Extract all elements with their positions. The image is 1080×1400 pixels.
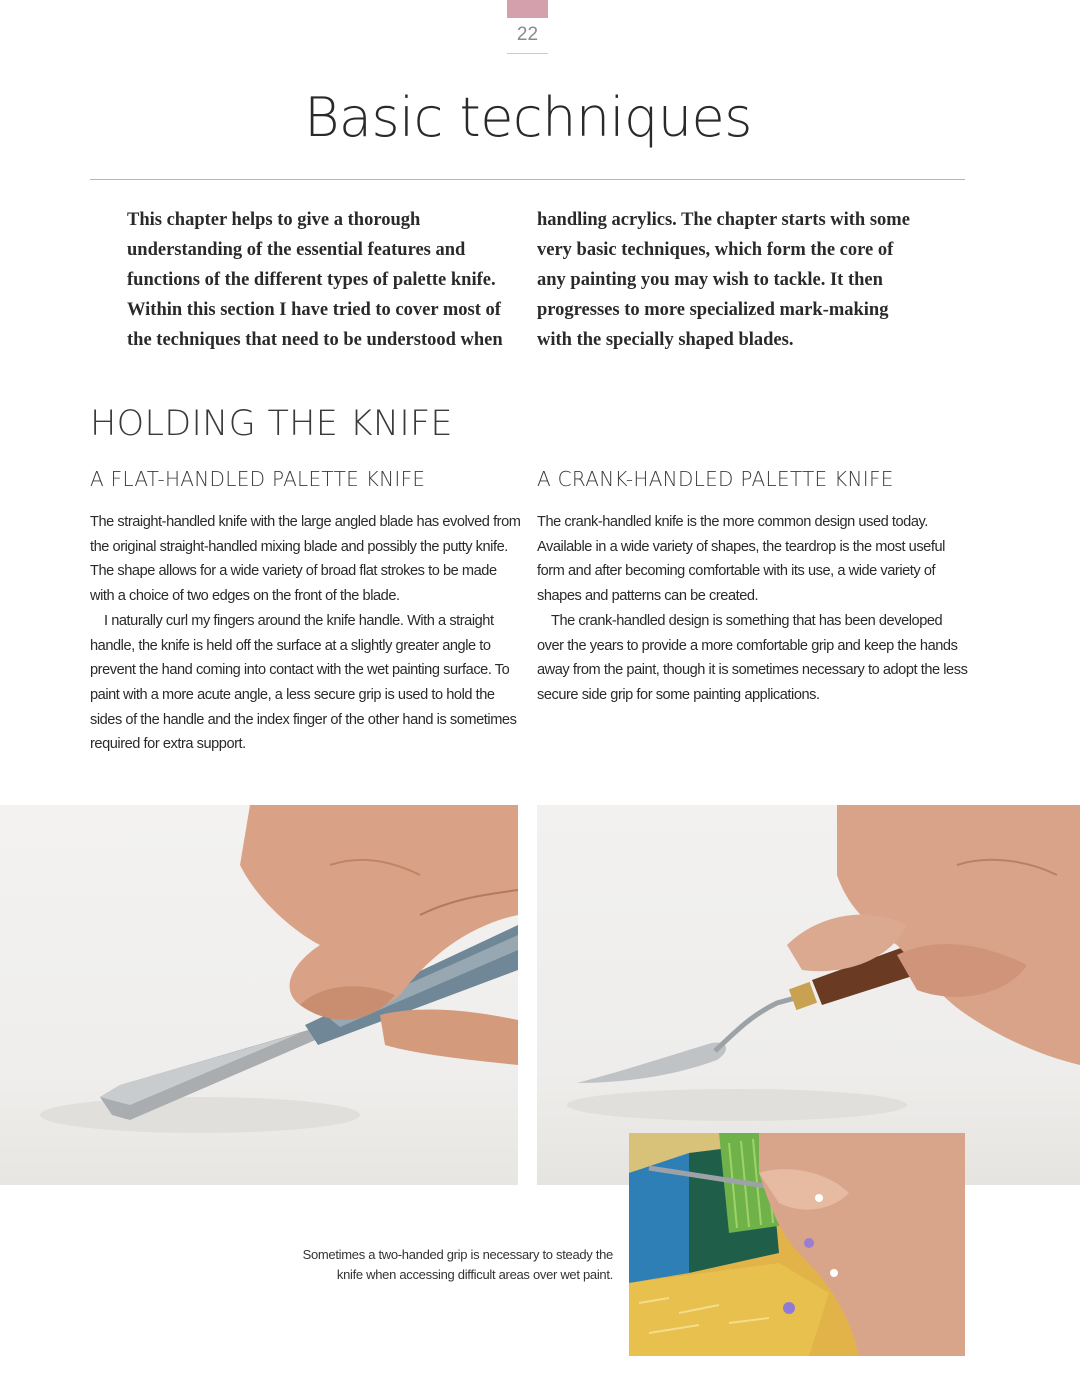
page-tab-marker	[507, 0, 548, 18]
subheading-crank-handled: A CRANK-HANDLED PALETTE KNIFE	[537, 467, 894, 491]
page-number: 22	[516, 24, 539, 45]
paragraph: The crank-handled knife is the more common design used today. Available in a wide variety of shapes, the teardrop is the most useful form and after becoming comfortable with its use, a wide variety of shapes and patterns can be created.	[537, 514, 945, 605]
photo-flat-handled-grip	[0, 805, 518, 1185]
body-text-flat-handled	[90, 510, 522, 757]
photo-caption: Sometimes a two-handed grip is necessary to steady the knife when accessing difficult areas over wet paint.	[302, 1247, 613, 1282]
intro-text-left: This chapter helps to give a thorough understanding of the essential features and functions of the different types of palette knife. Within this section I have tried to cover most of the techniques that need to be understood when	[127, 210, 503, 350]
chapter-title: Basic techniques	[304, 86, 752, 149]
photo-crank-handled-grip	[537, 805, 1080, 1185]
paragraph: I naturally curl my fingers around the knife handle. With a straight handle, the knife is held off the surface at a slightly greater angle to prevent the hand coming into contact with the wet painting surface. To paint with a more acute angle, a less secure grip is used to hold the sides of the handle and the index finger of the other hand is sometimes required for extra support.	[90, 612, 517, 753]
intro-text-right: handling acrylics. The chapter starts with some very basic techniques, which form the core of any painting you may wish to tackle. It then progresses to more specialized mark-making with the specially shaped blades.	[537, 210, 910, 350]
body-text-crank-handled	[537, 510, 969, 708]
section-heading: HOLDING THE KNIFE	[90, 404, 453, 444]
paragraph: The straight-handled knife with the large angled blade has evolved from the original straight-handled mixing blade and possibly the putty knife. The shape allows for a wide variety of broad flat strokes to be made with a choice of two edges on the front of the blade.	[90, 514, 521, 605]
title-divider	[90, 179, 965, 180]
page-number-rule	[507, 53, 548, 54]
subheading-flat-handled: A FLAT-HANDLED PALETTE KNIFE	[90, 467, 426, 491]
photo-two-handed-grip	[629, 1133, 965, 1356]
paragraph: The crank-handled design is something that has been developed over the years to provide a more comfortable grip and keep the hands away from the paint, though it is sometimes necessary to adopt the less secure side grip for some painting applications.	[537, 612, 968, 703]
